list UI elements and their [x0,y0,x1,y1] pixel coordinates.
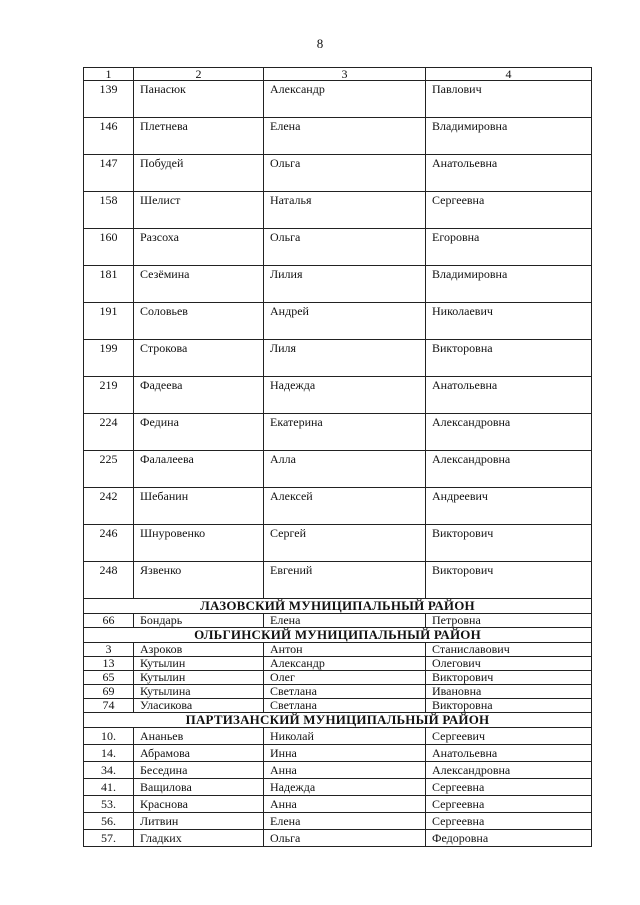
first-name-cell: Светлана [264,685,426,699]
surname-cell: Панасюк [134,81,264,118]
first-name-cell: Антон [264,643,426,657]
patronymic-cell: Станиславович [426,643,592,657]
patronymic-cell: Викторовна [426,699,592,713]
first-name-cell: Елена [264,813,426,830]
surname-cell: Разсоха [134,229,264,266]
first-name-cell: Лилия [264,266,426,303]
table-row [84,643,592,657]
row-number-cell: 246 [84,525,134,562]
district-heading-row [84,599,592,614]
row-number-cell: 53. [84,796,134,813]
row-number-cell: 10. [84,728,134,745]
table-row [84,562,592,599]
row-number-cell: 181 [84,266,134,303]
surname-cell: Язвенко [134,562,264,599]
table-row [84,614,592,628]
table-row [84,192,592,229]
row-number-cell: 242 [84,488,134,525]
surname-cell: Гладких [134,830,264,847]
table-row [84,303,592,340]
surname-cell: Кутылина [134,685,264,699]
patronymic-cell: Викторович [426,562,592,599]
surname-cell: Беседина [134,762,264,779]
first-name-cell: Андрей [264,303,426,340]
surname-cell: Кутылин [134,657,264,671]
patronymic-cell: Викторовна [426,340,592,377]
first-name-cell: Олег [264,671,426,685]
district-heading: ЛАЗОВСКИЙ МУНИЦИПАЛЬНЫЙ РАЙОН [84,599,592,614]
surname-cell: Соловьев [134,303,264,340]
first-name-cell: Евгений [264,562,426,599]
patronymic-cell: Викторович [426,671,592,685]
first-name-cell: Светлана [264,699,426,713]
patronymic-cell: Анатольевна [426,155,592,192]
patronymic-cell: Егоровна [426,229,592,266]
table-row [84,762,592,779]
surname-cell: Фалалеева [134,451,264,488]
first-name-cell: Николай [264,728,426,745]
surname-cell: Сезёмина [134,266,264,303]
patronymic-cell: Николаевич [426,303,592,340]
first-name-cell: Лиля [264,340,426,377]
surname-cell: Кутылин [134,671,264,685]
surname-cell: Уласикова [134,699,264,713]
row-number-cell: 74 [84,699,134,713]
patronymic-cell: Федоровна [426,830,592,847]
patronymic-cell: Александровна [426,762,592,779]
patronymic-cell: Владимировна [426,118,592,155]
table-row [84,414,592,451]
row-number-cell: 158 [84,192,134,229]
first-name-cell: Александр [264,81,426,118]
surname-cell: Шелист [134,192,264,229]
table-row [84,266,592,303]
column-number: 3 [264,68,426,81]
patronymic-cell: Анатольевна [426,377,592,414]
district-heading: ПАРТИЗАНСКИЙ МУНИЦИПАЛЬНЫЙ РАЙОН [84,713,592,728]
first-name-cell: Екатерина [264,414,426,451]
table-row [84,525,592,562]
table-row [84,830,592,847]
surname-cell: Побудей [134,155,264,192]
table-row [84,229,592,266]
patronymic-cell: Сергеевна [426,796,592,813]
patronymic-cell: Сергеевна [426,192,592,229]
district-heading-row [84,713,592,728]
row-number-cell: 139 [84,81,134,118]
column-numbers-row [84,68,592,81]
row-number-cell: 224 [84,414,134,451]
row-number-cell: 13 [84,657,134,671]
table-row [84,779,592,796]
table-row [84,377,592,414]
row-number-cell: 41. [84,779,134,796]
row-number-cell: 219 [84,377,134,414]
first-name-cell: Елена [264,614,426,628]
surname-cell: Бондарь [134,614,264,628]
patronymic-cell: Сергеевна [426,779,592,796]
surname-cell: Азроков [134,643,264,657]
first-name-cell: Ольга [264,229,426,266]
surname-cell: Ананьев [134,728,264,745]
surname-cell: Литвин [134,813,264,830]
row-number-cell: 66 [84,614,134,628]
district-heading: ОЛЬГИНСКИЙ МУНИЦИПАЛЬНЫЙ РАЙОН [84,628,592,643]
patronymic-cell: Петровна [426,614,592,628]
column-number: 4 [426,68,592,81]
patronymic-cell: Сергеевич [426,728,592,745]
row-number-cell: 3 [84,643,134,657]
table-row [84,155,592,192]
table-row [84,728,592,745]
row-number-cell: 56. [84,813,134,830]
row-number-cell: 65 [84,671,134,685]
roster-body [84,68,592,847]
patronymic-cell: Викторович [426,525,592,562]
column-number: 2 [134,68,264,81]
row-number-cell: 191 [84,303,134,340]
patronymic-cell: Ивановна [426,685,592,699]
table-row [84,813,592,830]
first-name-cell: Ольга [264,830,426,847]
row-number-cell: 160 [84,229,134,266]
table-row [84,657,592,671]
table-row [84,340,592,377]
table-row [84,118,592,155]
row-number-cell: 225 [84,451,134,488]
patronymic-cell: Сергеевна [426,813,592,830]
table-row [84,81,592,118]
page-number: 8 [316,36,324,51]
column-number: 1 [84,68,134,81]
patronymic-cell: Олегович [426,657,592,671]
table-row [84,488,592,525]
table-row [84,745,592,762]
roster-table [83,67,592,847]
first-name-cell: Надежда [264,779,426,796]
row-number-cell: 147 [84,155,134,192]
first-name-cell: Надежда [264,377,426,414]
row-number-cell: 199 [84,340,134,377]
surname-cell: Шнуровенко [134,525,264,562]
row-number-cell: 57. [84,830,134,847]
first-name-cell: Алексей [264,488,426,525]
surname-cell: Шебанин [134,488,264,525]
table-row [84,796,592,813]
surname-cell: Федина [134,414,264,451]
row-number-cell: 248 [84,562,134,599]
first-name-cell: Наталья [264,192,426,229]
first-name-cell: Анна [264,796,426,813]
first-name-cell: Алла [264,451,426,488]
first-name-cell: Анна [264,762,426,779]
patronymic-cell: Андреевич [426,488,592,525]
table-row [84,685,592,699]
surname-cell: Строкова [134,340,264,377]
patronymic-cell: Александровна [426,414,592,451]
table-row [84,671,592,685]
first-name-cell: Александр [264,657,426,671]
patronymic-cell: Александровна [426,451,592,488]
surname-cell: Краснова [134,796,264,813]
row-number-cell: 69 [84,685,134,699]
table-row [84,451,592,488]
patronymic-cell: Павлович [426,81,592,118]
first-name-cell: Инна [264,745,426,762]
surname-cell: Абрамова [134,745,264,762]
row-number-cell: 14. [84,745,134,762]
first-name-cell: Елена [264,118,426,155]
first-name-cell: Сергей [264,525,426,562]
district-heading-row [84,628,592,643]
surname-cell: Плетнева [134,118,264,155]
patronymic-cell: Анатольевна [426,745,592,762]
row-number-cell: 146 [84,118,134,155]
patronymic-cell: Владимировна [426,266,592,303]
table-row [84,699,592,713]
first-name-cell: Ольга [264,155,426,192]
surname-cell: Ващилова [134,779,264,796]
row-number-cell: 34. [84,762,134,779]
surname-cell: Фадеева [134,377,264,414]
